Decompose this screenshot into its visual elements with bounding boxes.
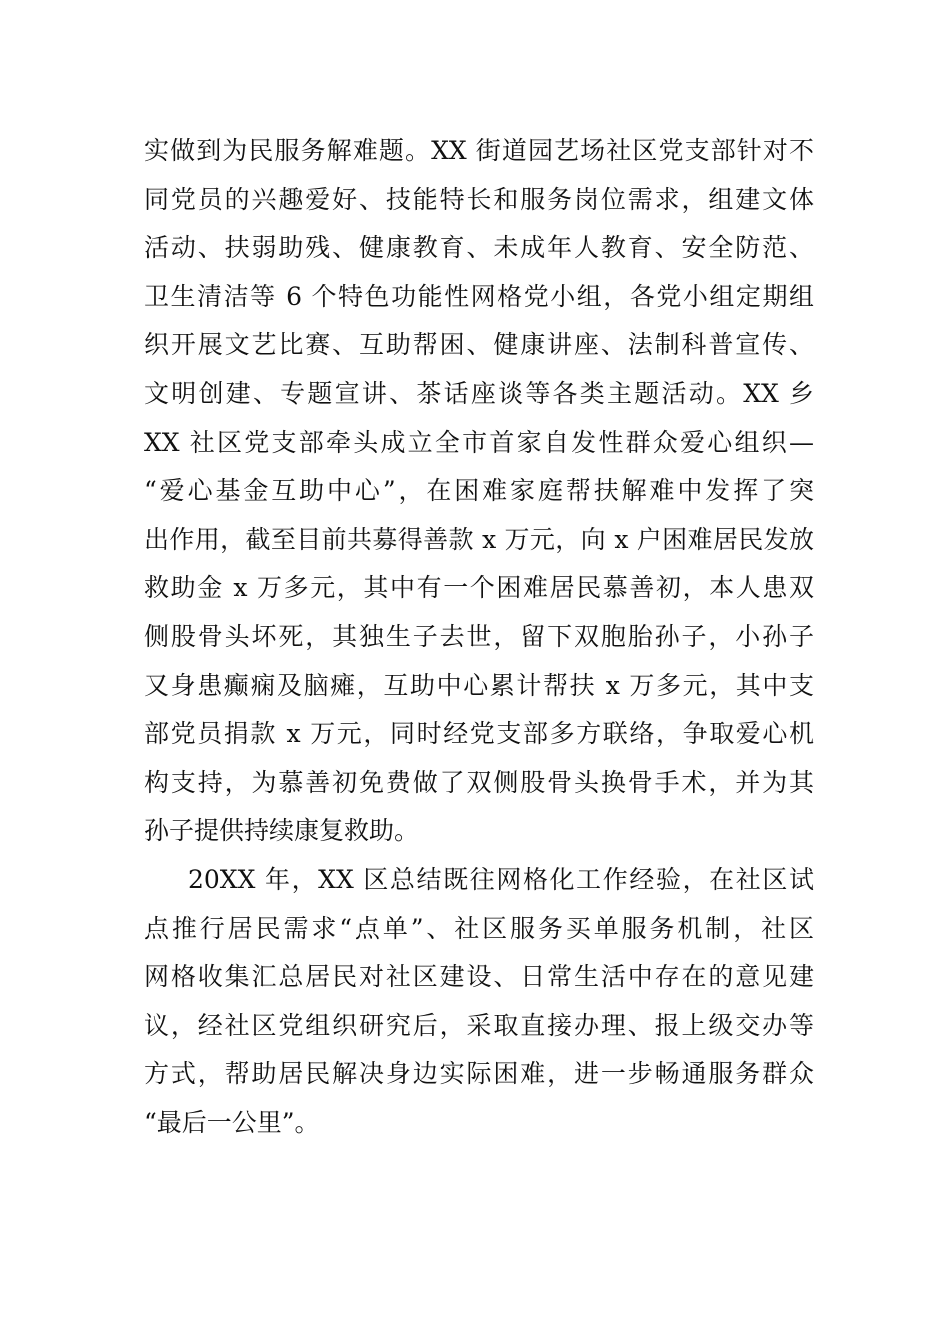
- text-line: “最后一公里”。: [144, 1107, 320, 1137]
- text-line: 网格收集汇总居民对社区建设、日常生活中存在的意见建: [144, 962, 814, 992]
- document-body: [144, 127, 814, 1147]
- text-line: 孙子提供持续康复救助。: [144, 816, 420, 846]
- text-line: 织开展文艺比赛、互助帮困、健康讲座、法制科普宣传、: [144, 330, 814, 360]
- text-line: 救助金 x 万多元，其中有一个困难居民慕善初，本人患双: [144, 573, 814, 603]
- text-line: 部党员捐款 x 万元，同时经党支部多方联络，争取爱心机: [144, 719, 814, 749]
- text-line: 20XX 年，XX 区总结既往网格化工作经验，在社区试: [188, 864, 814, 894]
- text-line: 侧股骨头坏死，其独生子去世，留下双胞胎孙子，小孙子: [144, 621, 814, 651]
- text-line: 出作用，截至目前共募得善款 x 万元，向 x 户困难居民发放: [144, 524, 814, 554]
- text-line: 点推行居民需求“点单”、社区服务买单服务机制，社区: [144, 913, 814, 943]
- text-line: “爱心基金互助中心”，在困难家庭帮扶解难中发挥了突: [144, 476, 814, 506]
- text-line: 实做到为民服务解难题。XX 街道园艺场社区党支部针对不: [144, 136, 814, 165]
- text-line: 方式，帮助居民解决身边实际困难，进一步畅通服务群众: [144, 1059, 814, 1089]
- paragraph-1: [144, 127, 814, 856]
- text-line: 构支持，为慕善初免费做了双侧股骨头换骨手术，并为其: [144, 767, 814, 797]
- text-line: 活动、扶弱助残、健康教育、未成年人教育、安全防范、: [144, 233, 814, 263]
- text-line: XX 社区党支部牵头成立全市首家自发性群众爱心组织—: [144, 427, 814, 457]
- text-line: 议，经社区党组织研究后，采取直接办理、报上级交办等: [144, 1010, 814, 1040]
- text-line: 卫生清洁等 6 个特色功能性网格党小组，各党小组定期组: [144, 281, 814, 311]
- text-line: 文明创建、专题宣讲、茶话座谈等各类主题活动。XX 乡: [144, 378, 814, 408]
- paragraph-2: [144, 856, 814, 1148]
- text-line: 同党员的兴趣爱好、技能特长和服务岗位需求，组建文体: [144, 184, 814, 214]
- text-line: 又身患癫痫及脑瘫，互助中心累计帮扶 x 万多元，其中支: [144, 670, 814, 700]
